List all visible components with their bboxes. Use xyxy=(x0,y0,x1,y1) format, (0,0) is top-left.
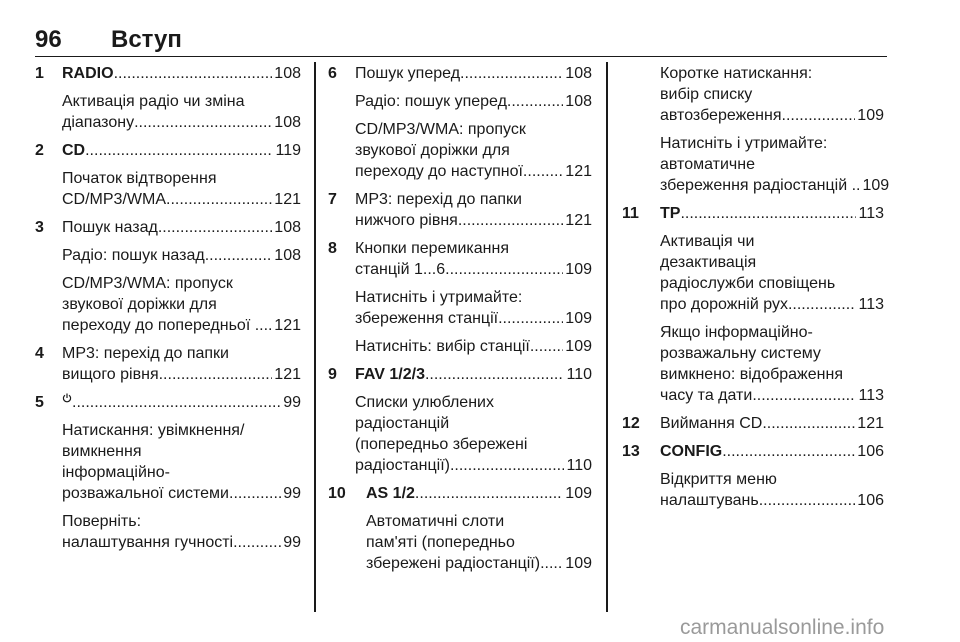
page-reference: 109 xyxy=(565,261,592,278)
sub-entry xyxy=(62,245,301,266)
leader-dots xyxy=(498,308,563,329)
index-line xyxy=(355,308,592,329)
index-line xyxy=(660,175,890,196)
page-reference: 121 xyxy=(274,191,301,208)
sub-entry-text: розважальної системи xyxy=(62,485,229,502)
leader-dots xyxy=(425,364,565,385)
sub-entry-text: CD/MP3/WMA xyxy=(62,191,166,208)
sub-entry xyxy=(660,63,884,126)
page-title: Вступ xyxy=(111,26,182,53)
entry-title: CONFIG xyxy=(660,443,723,460)
index-line xyxy=(355,336,592,357)
index-line xyxy=(62,245,301,266)
page-reference: 106 xyxy=(857,443,884,460)
page-reference: 106 xyxy=(857,492,884,509)
sub-entry-text: дезактивація xyxy=(660,254,757,271)
sub-entry xyxy=(660,133,890,196)
index-entry xyxy=(35,343,301,385)
index-entry xyxy=(622,413,884,434)
sub-entry-text: налаштування гучності xyxy=(62,534,234,551)
sub-entry-text: збереження станції xyxy=(355,310,499,327)
sub-entry-text: Натисніть і утримайте: xyxy=(355,289,523,306)
index-line xyxy=(62,483,301,504)
index-line xyxy=(62,315,301,336)
sub-entry-text: CD/MP3/WMA: пропуск xyxy=(355,121,526,138)
index-entry xyxy=(328,364,592,476)
entry-number: 6 xyxy=(328,65,337,82)
page-reference: 113 xyxy=(858,205,884,222)
leader-dots xyxy=(540,553,563,574)
page-reference: 108 xyxy=(565,65,592,82)
page-reference: 113 xyxy=(858,387,884,404)
index-line xyxy=(355,364,592,385)
page-reference: 109 xyxy=(857,107,884,124)
index-line xyxy=(355,455,592,476)
leader-dots xyxy=(134,112,272,133)
index-line xyxy=(660,413,884,434)
sub-entry-text: Активація радіо чи зміна xyxy=(62,93,245,110)
index-line xyxy=(355,259,592,280)
leader-dots xyxy=(159,364,273,385)
sub-entry-text: часу та дати xyxy=(660,387,753,404)
index-column-2 xyxy=(328,63,592,574)
index-entry xyxy=(35,392,301,553)
sub-entry-text: налаштувань xyxy=(660,492,759,509)
entry-number: 10 xyxy=(328,485,346,502)
index-column-3 xyxy=(622,63,890,511)
index-line xyxy=(366,553,592,574)
sub-entry-text: Радіо: пошук назад xyxy=(62,247,205,264)
power-icon xyxy=(62,393,72,403)
leader-dots xyxy=(445,259,563,280)
leader-dots xyxy=(85,140,273,161)
sub-entry xyxy=(62,91,301,133)
index-column-1 xyxy=(35,63,301,553)
leader-dots xyxy=(233,532,281,553)
index-line xyxy=(355,91,592,112)
sub-entry-text: переходу до наступної xyxy=(355,163,523,180)
entry-title: станцій 1...6 xyxy=(355,261,446,278)
page-reference: 108 xyxy=(565,93,592,110)
index-line xyxy=(660,490,884,511)
page-reference: 99 xyxy=(283,485,301,502)
leader-dots xyxy=(450,455,565,476)
index-entry xyxy=(35,217,301,336)
sub-entry-text: пам'яті (попередньо xyxy=(366,534,515,551)
sub-entry-text: Натискання: увімкнення/ xyxy=(62,422,245,439)
leader-dots xyxy=(523,161,563,182)
index-line xyxy=(355,63,592,84)
page-reference: 110 xyxy=(566,457,592,474)
page-reference: 108 xyxy=(274,219,301,236)
index-line xyxy=(355,161,592,182)
sub-entry-text: Початок відтворення xyxy=(62,170,217,187)
page-reference: 108 xyxy=(274,247,301,264)
page-reference: 119 xyxy=(275,142,301,159)
index-line xyxy=(62,392,301,413)
sub-entry xyxy=(62,420,301,504)
entry-title: вищого рівня xyxy=(62,366,159,383)
sub-entry-text: вимкнення xyxy=(62,443,142,460)
page-reference: 109 xyxy=(565,310,592,327)
entry-title: CD xyxy=(62,142,86,159)
entry-title: MP3: перехід до папки xyxy=(355,191,522,208)
sub-entry-text: Списки улюблених xyxy=(355,394,494,411)
leader-dots xyxy=(752,385,856,406)
sub-entry-text: вимкнено: відображення xyxy=(660,366,843,383)
sub-entry-text: Натисніть і утримайте: xyxy=(660,135,828,152)
sub-entry-text: звукової доріжки для xyxy=(355,142,510,159)
page-reference: 108 xyxy=(274,65,301,82)
leader-dots xyxy=(788,294,857,315)
page-reference: 113 xyxy=(858,296,884,313)
watermark: carmanualsonline.info xyxy=(680,616,885,639)
index-entry xyxy=(622,441,884,511)
page-number: 96 xyxy=(35,26,62,53)
leader-dots xyxy=(229,483,281,504)
entry-number: 4 xyxy=(35,345,44,362)
sub-entry-text: інформаційно- xyxy=(62,464,170,481)
index-line xyxy=(62,189,301,210)
entry-number: 5 xyxy=(35,394,44,411)
column-divider xyxy=(606,62,608,612)
entry-title: нижчого рівня xyxy=(355,212,458,229)
entry-title: FAV 1/2/3 xyxy=(355,366,425,383)
sub-entry-text: радіостанції) xyxy=(355,457,450,474)
page-reference: 110 xyxy=(566,366,592,383)
sub-entry xyxy=(355,119,592,182)
column-divider xyxy=(314,62,316,612)
index-line xyxy=(660,294,884,315)
index-line xyxy=(62,532,301,553)
entry-number: 3 xyxy=(35,219,44,236)
leader-dots xyxy=(166,189,272,210)
sub-entry xyxy=(660,469,884,511)
index-line xyxy=(660,105,884,126)
index-entry xyxy=(622,63,890,196)
page-reference: 109 xyxy=(862,177,890,194)
sub-entry xyxy=(62,168,301,210)
index-line xyxy=(660,385,884,406)
entry-number: 1 xyxy=(35,65,44,82)
sub-entry xyxy=(660,231,884,315)
sub-entry xyxy=(62,273,301,336)
index-line xyxy=(62,217,301,238)
index-entry xyxy=(328,483,592,574)
index-line xyxy=(366,483,592,504)
entry-title: AS 1/2 xyxy=(366,485,415,502)
sub-entry-text: радіослужби сповіщень xyxy=(660,275,836,292)
leader-dots xyxy=(507,91,563,112)
index-entry xyxy=(622,203,884,406)
entry-title: Кнопки перемикання xyxy=(355,240,509,257)
page-reference: 121 xyxy=(274,317,301,334)
index-line xyxy=(62,140,301,161)
leader-dots xyxy=(72,392,281,413)
page-reference: 99 xyxy=(283,394,301,411)
entry-number: 2 xyxy=(35,142,44,159)
index-entry xyxy=(35,63,301,133)
entry-number: 11 xyxy=(622,205,639,222)
leader-dots xyxy=(158,217,272,238)
page-reference: 121 xyxy=(274,366,301,383)
sub-entry-text: вибір списку xyxy=(660,86,753,103)
sub-entry-text: Радіо: пошук уперед xyxy=(355,93,507,110)
sub-entry-text: Коротке натискання: xyxy=(660,65,813,82)
index-line xyxy=(660,441,884,462)
leader-dots xyxy=(759,490,856,511)
sub-entry-text: Натисніть: вибір станції xyxy=(355,338,530,355)
sub-entry xyxy=(355,91,592,112)
index-entry xyxy=(328,238,592,357)
page-reference: 99 xyxy=(283,534,301,551)
sub-entry-text: про дорожній рух xyxy=(660,296,788,313)
index-line xyxy=(355,210,592,231)
leader-dots xyxy=(680,203,856,224)
sub-entry-text: Поверніть: xyxy=(62,513,142,530)
sub-entry xyxy=(355,287,592,329)
leader-dots xyxy=(530,336,563,357)
index-line xyxy=(660,203,884,224)
sub-entry xyxy=(355,336,592,357)
sub-entry-text: Автоматичні слоти xyxy=(366,513,505,530)
leader-dots xyxy=(762,413,855,434)
page-reference: 121 xyxy=(857,415,884,432)
leader-dots xyxy=(114,63,273,84)
page-reference: 121 xyxy=(565,212,592,229)
sub-entry-text: Якщо інформаційно- xyxy=(660,324,813,341)
page-reference: 109 xyxy=(565,338,592,355)
index-entry xyxy=(328,63,592,182)
leader-dots xyxy=(415,483,563,504)
index-line xyxy=(62,364,301,385)
entry-title: MP3: перехід до папки xyxy=(62,345,229,362)
sub-entry-text: CD/MP3/WMA: пропуск xyxy=(62,275,233,292)
sub-entry xyxy=(660,322,884,406)
sub-entry xyxy=(62,511,301,553)
sub-entry-text: збереження радіостанцій .. xyxy=(660,177,861,194)
page-reference: 108 xyxy=(274,114,301,131)
sub-entry-text: Активація чи xyxy=(660,233,755,250)
leader-dots xyxy=(205,245,273,266)
leader-dots xyxy=(458,210,563,231)
entry-number: 8 xyxy=(328,240,337,257)
sub-entry-text: Відкриття меню xyxy=(660,471,777,488)
page-reference: 109 xyxy=(565,485,592,502)
page-header xyxy=(35,26,887,57)
leader-dots xyxy=(782,105,856,126)
index-line xyxy=(62,63,301,84)
entry-title: RADIO xyxy=(62,65,114,82)
sub-entry-text: звукової доріжки для xyxy=(62,296,217,313)
leader-dots xyxy=(259,315,272,336)
entry-title: TP xyxy=(660,205,681,222)
sub-entry xyxy=(355,392,592,476)
leader-dots xyxy=(722,441,855,462)
sub-entry-text: діапазону xyxy=(62,114,135,131)
sub-entry-text: автозбереження xyxy=(660,107,782,124)
page-reference: 109 xyxy=(565,555,592,572)
entry-number: 7 xyxy=(328,191,337,208)
sub-entry-text: (попередньо збережені xyxy=(355,436,528,453)
sub-entry-text: розважальну систему xyxy=(660,345,821,362)
entry-number: 12 xyxy=(622,415,640,432)
sub-entry-text: автоматичне xyxy=(660,156,755,173)
entry-title: Виймання CD xyxy=(660,415,763,432)
index-entry xyxy=(328,189,592,231)
index-line xyxy=(62,112,301,133)
entry-title: Пошук уперед xyxy=(355,65,461,82)
sub-entry-text: переходу до попередньої . xyxy=(62,317,260,334)
sub-entry-text: збережені радіостанції) xyxy=(366,555,541,572)
sub-entry-text: радіостанцій xyxy=(355,415,450,432)
leader-dots xyxy=(460,63,563,84)
index-entry xyxy=(35,140,301,210)
sub-entry xyxy=(366,511,592,574)
entry-number: 13 xyxy=(622,443,640,460)
entry-number: 9 xyxy=(328,366,337,383)
page-reference: 121 xyxy=(565,163,592,180)
entry-title: Пошук назад xyxy=(62,219,158,236)
